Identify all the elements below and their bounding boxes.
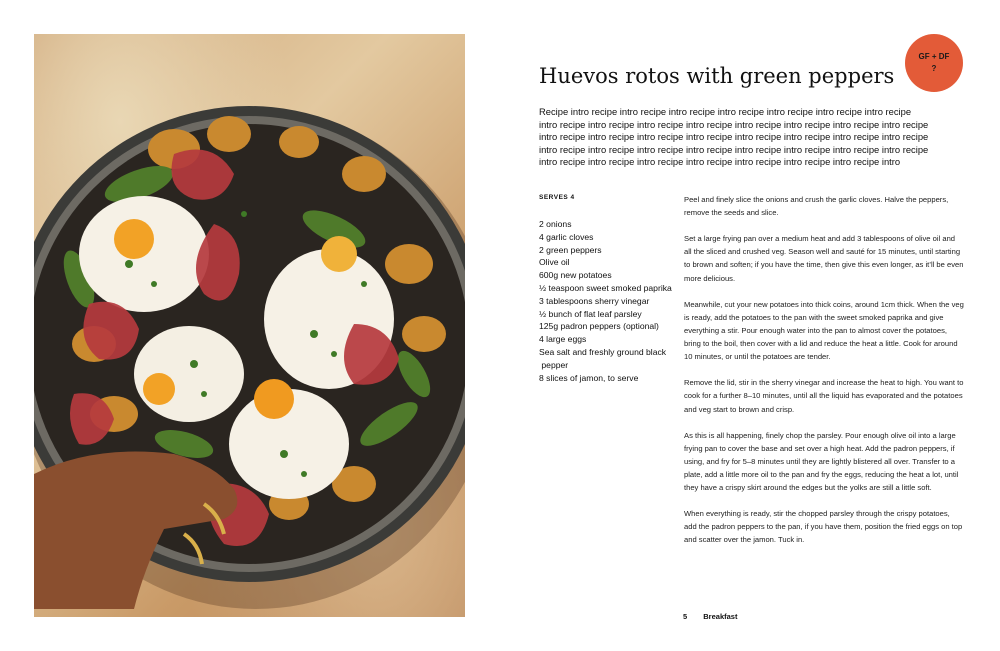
dietary-badge xyxy=(905,34,963,92)
ingredient-item: 600g new potatoes xyxy=(539,270,612,281)
page-footer xyxy=(683,612,737,621)
recipe-intro: Recipe intro recipe intro recipe intro recipe intro recipe intro recipe intro recipe intro recipe intro recipe intro recipe intro recipe intro recipe intro recipe intro recipe intro recipe intro recipe intro recipe intro recipe intro recipe intro recipe intro recipe intro recipe intro recipe intro recipe intro recipe intro recipe intro recipe intro recipe intro recipe intro recipe intro recipe intro recipe intro recipe intro recipe intro recipe intro recipe intro recipe intro recipe intro recipe intro xyxy=(539,106,929,168)
method-step: Set a large frying pan over a medium heat and add 3 tablespoons of olive oil and all the sliced and crushed veg. Season well and sauté for 15 minutes, until starting to brown and soften; if you have the time, then give this even longer, as it’ll be even more delicious. xyxy=(684,234,964,283)
ingredient-item: Sea salt and freshly ground black xyxy=(539,346,667,357)
section-name: Breakfast xyxy=(703,612,738,621)
food-photo xyxy=(34,34,465,617)
recipe-title: Huevos rotos with green peppers xyxy=(539,64,895,89)
method-step: Remove the lid, stir in the sherry vinegar and increase the heat to high. You want to cook for a further 8–10 minutes, until all the liquid has evaporated and the potatoes and veg start to brown and crisp. xyxy=(684,378,964,414)
dietary-badge-label: GF + DF xyxy=(918,52,950,61)
serves-label: SERVES 4 xyxy=(539,194,575,201)
ingredient-item: Olive oil xyxy=(539,257,570,268)
ingredient-item: 2 onions xyxy=(539,219,572,229)
frying-pan-illustration xyxy=(34,34,465,617)
ingredient-item: 2 green peppers xyxy=(539,244,602,255)
ingredient-item: 125g padron peppers (optional) xyxy=(539,321,659,332)
ingredient-item: 4 large eggs xyxy=(539,334,587,345)
method-step: As this is all happening, finely chop the parsley. Pour enough olive oil into a large frying pan to cover the base and set over a high heat. Add the padron peppers, if using, and fry for 5–8 minutes until they are lightly blistered all over. Transfer to a plate, add a little more oil to the pan and fry the eggs, reducing the heat a lot, until they have a crispy skirt around the edges but the yolks are still a little soft. xyxy=(684,430,959,493)
method-step: When everything is ready, stir the chopped parsley through the crispy potatoes, add the padron peppers to the pan, if you have them, position the fried eggs on top and scatter over the jamon. Tuck in. xyxy=(684,509,963,545)
ingredient-item: pepper xyxy=(539,359,569,370)
dietary-badge-mark: ? xyxy=(931,64,937,73)
ingredient-item: 3 tablespoons sherry vinegar xyxy=(539,295,650,306)
method-step: Peel and finely slice the onions and crush the garlic cloves. Halve the peppers, remove the seeds and slice. xyxy=(684,195,949,218)
page-number: 5 xyxy=(683,612,688,621)
ingredient-item: 4 garlic cloves xyxy=(539,231,594,242)
ingredient-list xyxy=(539,218,679,384)
ingredient-item: ½ bunch of flat leaf parsley xyxy=(539,308,642,319)
method-step: Meanwhile, cut your new potatoes into thick coins, around 1cm thick. When the veg is ready, add the potatoes to the pan with the sweet smoked paprika and give everything a stir. Pour enough water into the pan to almost cover the potatoes, bring to the boil, then cover with a lid and reduce the heat a little. Cook for around 10 minutes, or until the potatoes are tender. xyxy=(684,299,964,362)
ingredient-item: 8 slices of jamon, to serve xyxy=(539,372,639,383)
method-section xyxy=(684,193,964,560)
ingredient-item: ½ teaspoon sweet smoked paprika xyxy=(539,282,672,293)
